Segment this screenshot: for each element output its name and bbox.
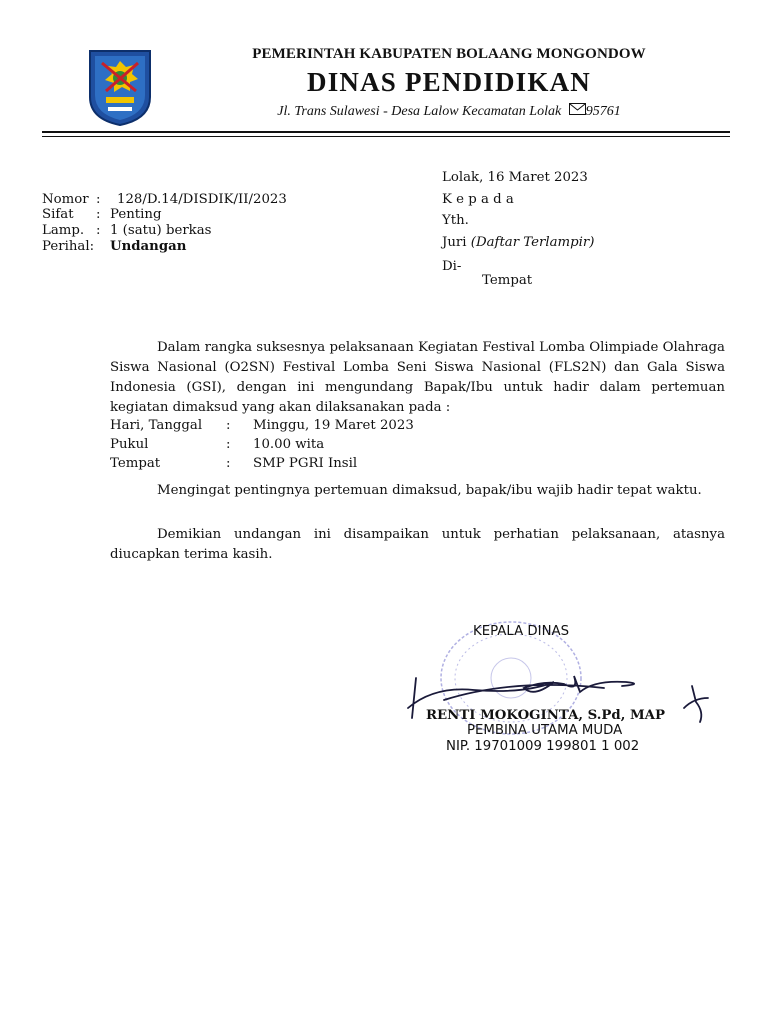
attachment-label: Lamp. bbox=[42, 223, 85, 238]
envelope-icon bbox=[569, 103, 586, 115]
recipient-place: Tempat bbox=[482, 273, 533, 288]
department-title: DINAS PENDIDIKAN bbox=[307, 67, 591, 97]
letterhead-rule-thin bbox=[42, 136, 730, 137]
schedule-label-time: Pukul bbox=[110, 437, 149, 452]
recipient-name-line bbox=[442, 234, 594, 252]
signatory-title: KEPALA DINAS bbox=[473, 624, 570, 639]
number-colon: : bbox=[96, 192, 101, 207]
regency-logo-icon bbox=[86, 45, 154, 127]
schedule-value-venue: SMP PGRI Insil bbox=[253, 456, 358, 471]
subject-value: Undangan bbox=[110, 239, 187, 254]
postal-code: 95761 bbox=[585, 104, 621, 119]
address-text: Jl. Trans Sulawesi - Desa Lalow Kecamatan Lolak bbox=[277, 104, 562, 119]
schedule-value-date: Minggu, 19 Maret 2023 bbox=[253, 418, 414, 433]
opening-paragraph: Dalam rangka suksesnya pelaksanaan Kegiatan Festival Lomba Olimpiade Olahraga Siswa Nasional (O2SN) Festival Lomba Seni Siswa Nasional (FLS2N) dan Gala Siswa Indonesia (GSI), dengan ini mengundang Bapak/Ibu untuk hadir dalam pertemuan kegiatan dimaksud yang akan dilaksanakan pada : bbox=[110, 340, 725, 415]
recipient-honorific: Yth. bbox=[442, 213, 469, 228]
subject-label: Perihal: bbox=[42, 239, 95, 254]
number-value: 128/D.14/DISDIK/II/2023 bbox=[117, 192, 287, 207]
attachment-value: 1 (satu) berkas bbox=[110, 223, 212, 238]
place-date: Lolak, 16 Maret 2023 bbox=[442, 170, 588, 185]
recipient-name-note: (Daftar Terlampir) bbox=[470, 235, 595, 250]
number-label: Nomor bbox=[42, 192, 89, 207]
schedule-label-venue: Tempat bbox=[110, 456, 161, 471]
closing-paragraph: Demikian undangan ini disampaikan untuk perhatian pelaksanaan, atasnya diucapkan terima kasih. bbox=[110, 527, 725, 562]
nature-colon: : bbox=[96, 207, 101, 222]
nature-label: Sifat bbox=[42, 207, 74, 222]
attachment-colon: : bbox=[96, 223, 101, 238]
government-heading: PEMERINTAH KABUPATEN BOLAANG MONGONDOW bbox=[252, 46, 646, 62]
handwritten-signature bbox=[404, 668, 716, 730]
letterhead-rule-thick bbox=[42, 131, 730, 133]
recipient-name: Juri bbox=[442, 235, 467, 250]
signatory-rank: PEMBINA UTAMA MUDA bbox=[467, 723, 623, 738]
nature-value: Penting bbox=[110, 207, 162, 222]
reminder-paragraph: Mengingat pentingnya pertemuan dimaksud, bapak/ibu wajib hadir tepat waktu. bbox=[157, 483, 702, 498]
schedule-value-time: 10.00 wita bbox=[253, 437, 325, 452]
office-address bbox=[160, 103, 738, 120]
signatory-nip: NIP. 19701009 199801 1 002 bbox=[446, 739, 640, 754]
signatory-name: RENTI MOKOGINTA, S.Pd, MAP bbox=[426, 708, 665, 723]
recipient-at: Di- bbox=[442, 259, 462, 274]
schedule-colon-venue: : bbox=[226, 456, 231, 471]
schedule-label-date: Hari, Tanggal bbox=[110, 418, 203, 433]
schedule-colon-date: : bbox=[226, 418, 231, 433]
schedule-colon-time: : bbox=[226, 437, 231, 452]
recipient-to: K e p a d a bbox=[442, 192, 514, 207]
